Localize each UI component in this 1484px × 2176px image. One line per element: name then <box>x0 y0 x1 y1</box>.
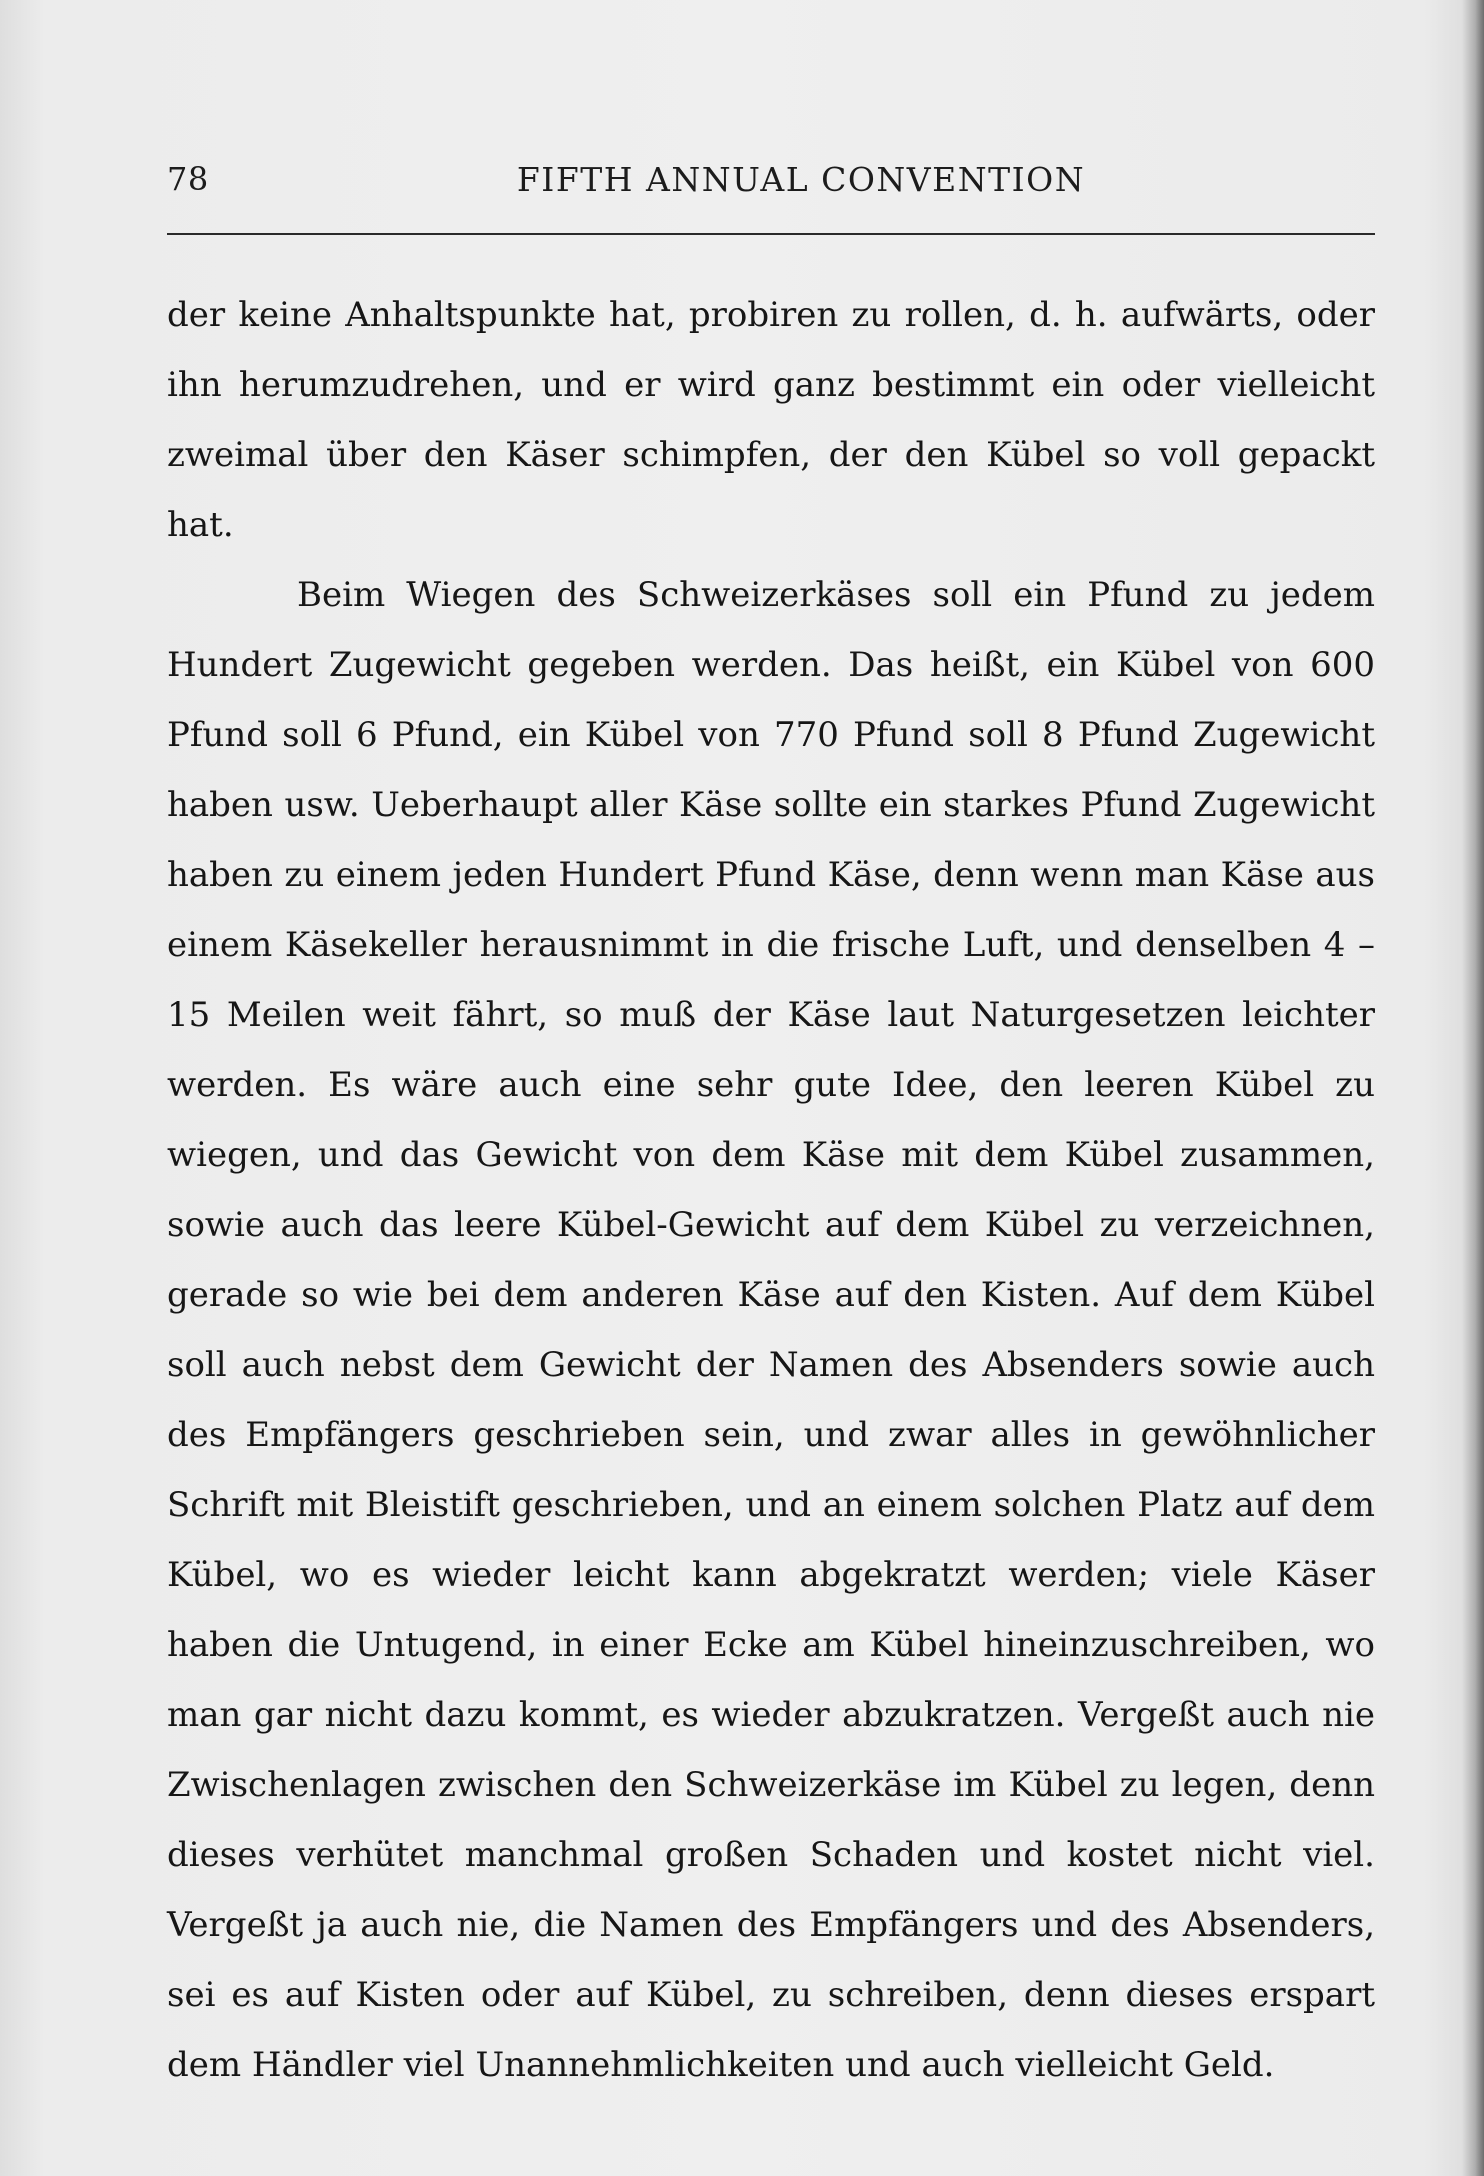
body-text <box>167 280 1375 2100</box>
header-rule <box>167 233 1375 235</box>
paragraph-continuation: der keine Anhaltspunkte hat, probiren zu rollen, d. h. aufwärts, oder ihn herumzudrehen, und er wird ganz bestimmt ein oder vielleicht zweimal über den Käser schimpfen, der den Kübel so voll gepackt hat. <box>167 295 1375 545</box>
page-header <box>167 160 1375 210</box>
page-number: 78 <box>167 160 209 198</box>
page-edge-shadow <box>1462 0 1484 2176</box>
paragraph-weighing: Beim Wiegen des Schweizerkäses soll ein Pfund zu jedem Hundert Zugewicht gegeben werden. Das heißt, ein Kübel von 600 Pfund soll 6 Pfund, ein Kübel von 770 Pfund soll 8 Pfund Zugewicht haben usw. Ueberhaupt aller Käse sollte ein starkes Pfund Zugewicht haben zu einem jeden Hundert Pfund Käse, denn wenn man Käse aus einem Käsekeller herausnimmt in die frische Luft, und denselben 4 –15 Meilen weit fährt, so muß der Käse laut Naturgesetzen leichter werden. Es wäre auch eine sehr gute Idee, den leeren Kübel zu wiegen, und das Gewicht von dem Käse mit dem Kübel zusammen, sowie auch das leere Kübel-Gewicht auf dem Kübel zu verzeichnen, gerade so wie bei dem anderen Käse auf den Kisten. Auf dem Kübel soll auch nebst dem Gewicht der Namen des Absenders sowie auch des Empfängers geschrieben sein, und zwar alles in gewöhnlicher Schrift mit Bleistift geschrieben, und an einem solchen Platz auf dem Kübel, wo es wieder leicht kann abgekratzt werden; viele Käser haben die Untugend, in einer Ecke am Kübel hineinzuschreiben, wo man gar nicht dazu kommt, es wieder abzukratzen. Vergeßt auch nie Zwischenlagen zwischen den Schweizerkäse im Kübel zu legen, denn dieses verhütet manchmal großen Schaden und kostet nicht viel. Vergeßt ja auch nie, die Namen des Empfängers und des Absenders, sei es auf Kisten oder auf Kübel, zu schreiben, denn dieses erspart dem Händler viel Unannehmlichkeiten und auch vielleicht Geld. <box>167 575 1375 2085</box>
running-head: FIFTH ANNUAL CONVENTION <box>516 160 1086 199</box>
